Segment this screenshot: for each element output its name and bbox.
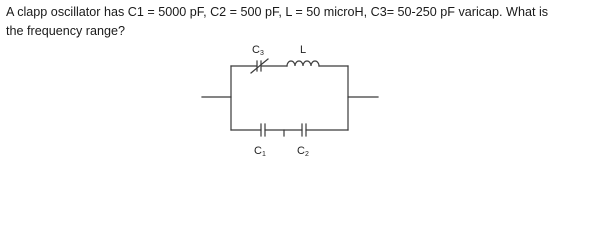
c2-label: C2 <box>297 145 309 158</box>
c3-label: C3 <box>252 44 264 57</box>
question-line-2: the frequency range? <box>6 24 126 38</box>
inductor-coil <box>287 61 319 66</box>
inductor-label: L <box>300 44 307 56</box>
c1-label: C1 <box>254 145 266 158</box>
question-line-1: A clapp oscillator has C1 = 5000 pF, C2 = 500 pF, L = 50 microH, C3= 50-250 pF varicap. What is <box>6 5 549 19</box>
